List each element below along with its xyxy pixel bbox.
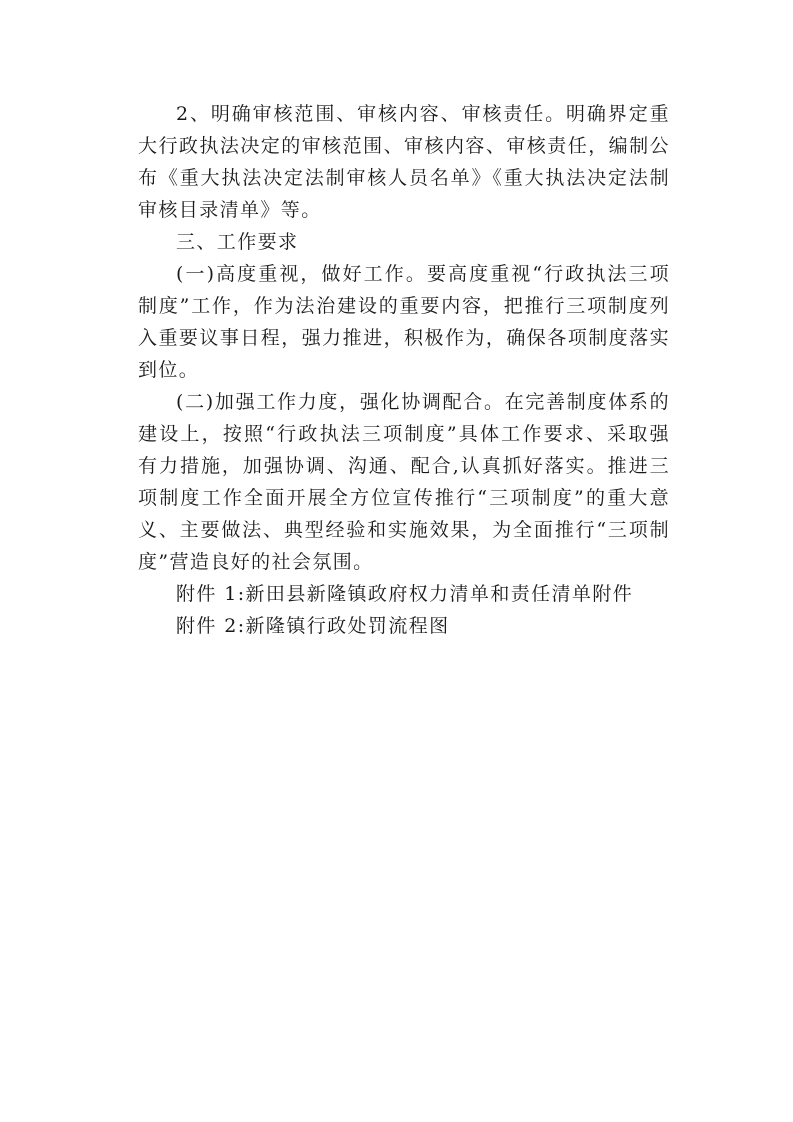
paragraph-review-scope: 2、明确审核范围、审核内容、审核责任。明确界定重大行政执法决定的审核范围、审核内容、审核责任，编制公布《重大执法决定法制审核人员名单》《重大执法决定法制审核目录清单》等。 [138, 103, 670, 221]
attachment-2: 附件 2:新隆镇行政处罚流程图 [176, 615, 450, 637]
section-heading-work-requirements: 三、工作要求 [176, 231, 299, 253]
attachment-1: 附件 1:新田县新隆镇政府权力清单和责任清单附件 [176, 583, 634, 605]
paragraph-attach-importance: (一)高度重视，做好工作。要高度重视“行政执法三项制度”工作，作为法治建设的重要内容，把推行三项制度列入重要议事日程，强力推进，积极作为，确保各项制度落实到位。 [138, 263, 670, 381]
document-body [138, 98, 670, 642]
paragraph-strengthen-coordination: (二)加强工作力度，强化协调配合。在完善制度体系的建设上，按照“行政执法三项制度”具体工作要求、采取强有力措施，加强协调、沟通、配合,认真抓好落实。推进三项制度工作全面开展全方位宣传推行“三项制度”的重大意义、主要做法、典型经验和实施效果，为全面推行“三项制度”营造良好的社会氛围。 [138, 391, 670, 573]
